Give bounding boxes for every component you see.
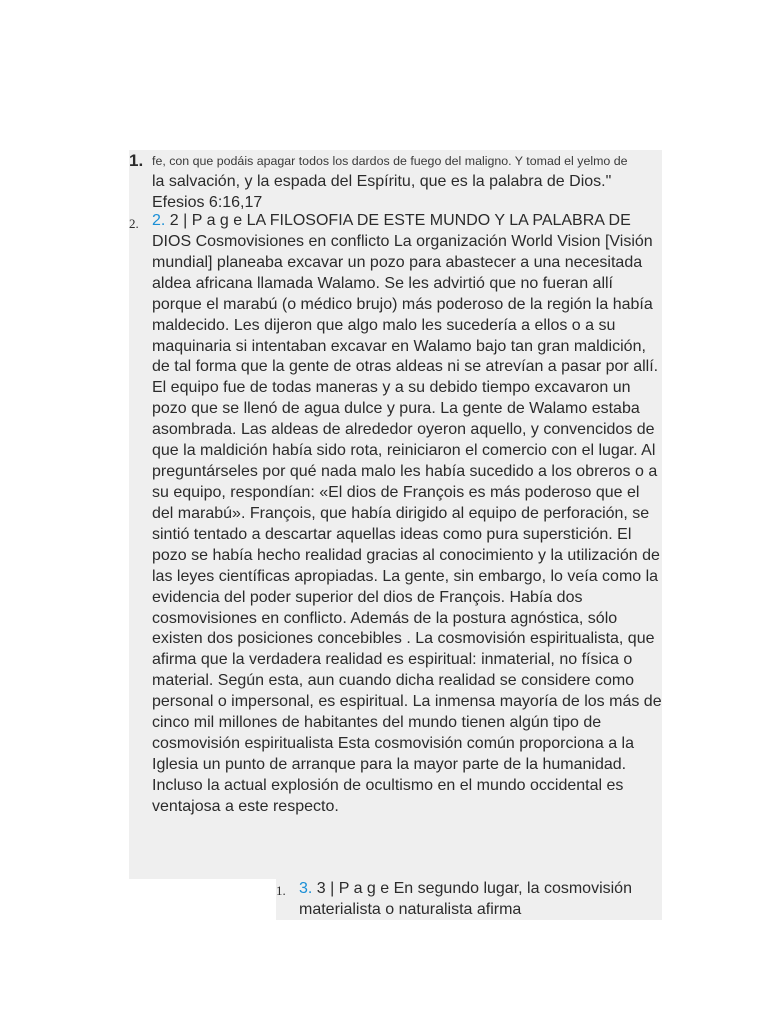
scripture-reference: Efesios 6:16,17 [152,194,263,211]
page-paragraph-text: 2 | P a g e LA FILOSOFIA DE ESTE MUNDO Y LA PALABRA DE DIOS Cosmovisiones en conflicto La organización World Vision [Visión mundial] planeaba excavar un pozo para abastecer a una necesitada aldea africana llamada Walamo. Se les advirtió que no fueran allí porque el marabú (o médico brujo) más poderoso de la región la había maldecido. Les dijeron que algo malo les sucedería a ellos o a su maquinaria si intentaban excavar en Walamo bajo tan gran maldición, de tal forma que la gente de otras aldeas ni se atrevían a pasar por allí. El equipo fue de todas maneras y a su debido tiempo excavaron un pozo que se llenó de agua dulce y pura. La gente de Walamo estaba asombrada. Las aldeas de alrededor oyeron aquello, y convencidos de que la maldición había sido rota, reiniciaron el comercio con el lugar. Al preguntárseles por qué nada malo les había sucedido a los obreros o a su equipo, respondían: «El dios de François es más poderoso que el del marabú». François, que había dirigido al equipo de perforación, se sintió tentado a descartar aquellas ideas como pura superstición. El pozo se había hecho realidad gracias al conocimiento y la utilización de las leyes científicas apropiadas. La gente, sin embargo, lo veía como la evidencia del poder superior del dios de François. Había dos cosmovisiones en conflicto. Además de la postura agnóstica, sólo existen dos posiciones concebibles . La cosmovisión espiritualista, que afirma que la verdadera realidad es espiritual: inmaterial, no física o material. Según esta, aun cuando dicha realidad se considere como personal o impersonal, es espiritual. La inmensa mayoría de los más de cinco mil millones de habitantes del mundo tienen algún tipo de cosmovisión espiritualista Esta cosmovisión común proporciona a la Iglesia un punto de arranque para la mayor parte de la humanidad. Incluso la actual explosión de ocultismo en el mundo occidental es ventajosa a este respecto. [152,212,662,815]
list-marker: 2. [129,216,139,231]
list-item-body [152,211,662,818]
page-link-number[interactable]: 2. [152,212,166,229]
scripture-line-small: fe, con que podáis apagar todos los dardos de fuego del maligno. Y tomad el yelmo de [152,154,628,168]
list-item-body [152,151,664,213]
list-marker: 1. [276,883,286,898]
page-link-number[interactable]: 3. [299,880,313,897]
list-item-1 [129,151,664,213]
page-paragraph-text: 3 | P a g e En segundo lugar, la cosmovisión materialista o naturalista afirma [299,880,632,918]
scripture-line: la salvación, y la espada del Espíritu, que es la palabra de Dios." [152,173,612,190]
list-item-2 [129,211,664,818]
list-item-body [299,878,659,920]
list-item-3 [276,878,662,920]
list-marker: 1. [129,151,144,170]
